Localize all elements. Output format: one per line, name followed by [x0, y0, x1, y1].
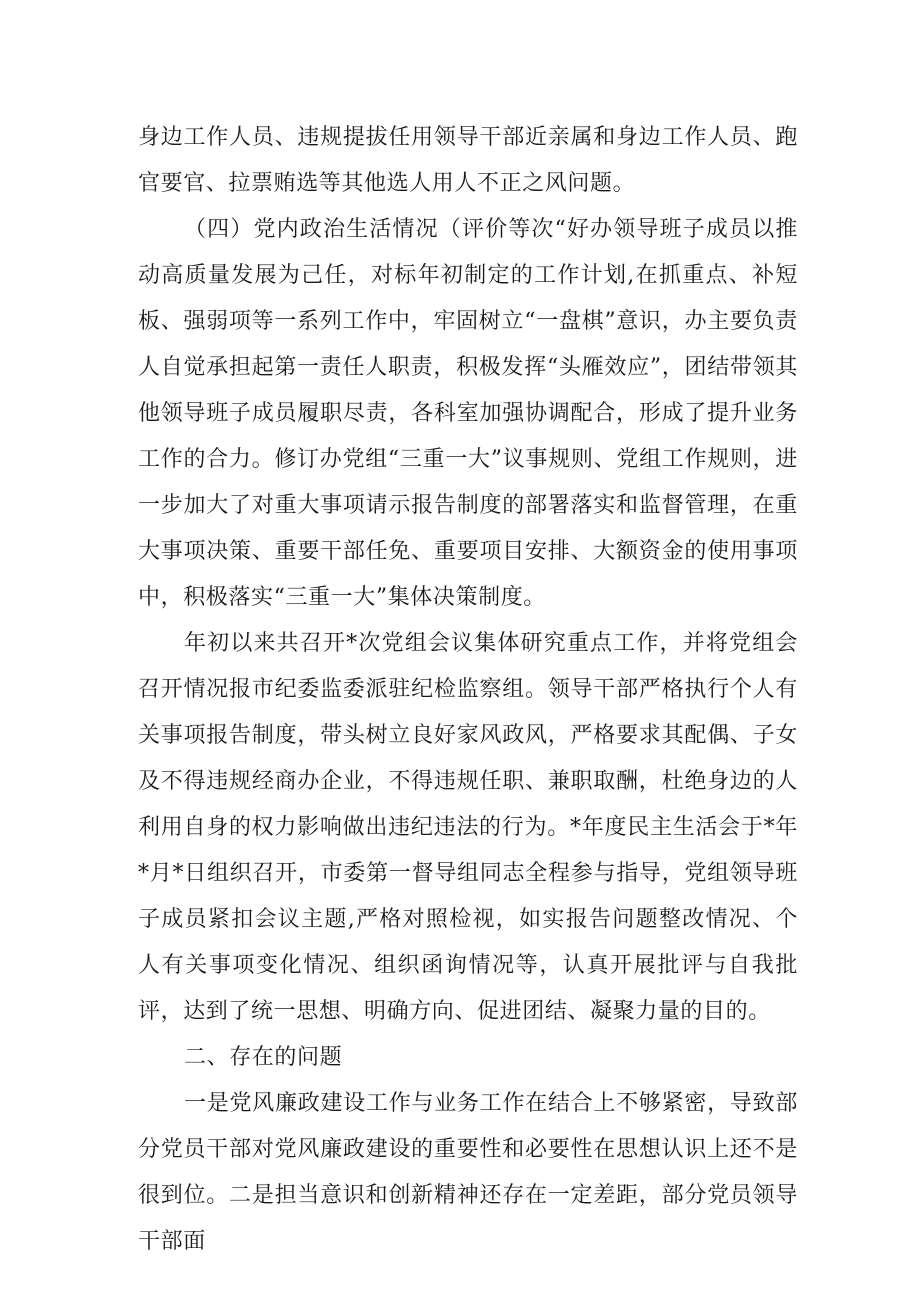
- section-heading-problems: 二、存在的问题: [184, 1045, 343, 1070]
- paragraph-continuation: 身边工作人员、违规提拔任用领导干部近亲属和身边工作人员、跑官要官、拉票贿选等其他选人用人不正之风问题。: [138, 125, 798, 196]
- paragraph-party-meetings: 年初以来共召开*次党组会议集体研究重点工作，并将党组会召开情况报市纪委监委派驻纪检监察组。领导干部严格执行个人有关事项报告制度，带头树立良好家风政风，严格要求其配偶、子女及不得违规经商办企业，不得违规任职、兼职取酬，杜绝身边的人利用自身的权力影响做出违纪违法的行为。*年度民主生活会于*年*月*日组织召开，市委第一督导组同志全程参与指导，党组领导班子成员紧扣会议主题,严格对照检视，如实报告问题整改情况、个人有关事项变化情况、组织函询情况等，认真开展批评与自我批评，达到了统一思想、明确方向、促进团结、凝聚力量的目的。: [138, 631, 798, 1024]
- paragraph-party-political-life: （四）党内政治生活情况（评价等次“好办领导班子成员以推动高质量发展为己任，对标年初制定的工作计划,在抓重点、补短板、强弱项等一系列工作中，牢固树立“一盘棋”意识，办主要负责人自觉承担起第一责任人职责，积极发挥“头雁效应”，团结带领其他领导班子成员履职尽责，各科室加强协调配合，形成了提升业务工作的合力。修订办党组“三重一大”议事规则、党组工作规则，进一步加大了对重大事项请示报告制度的部署落实和监督管理，在重大事项决策、重要干部任免、重要项目安排、大额资金的使用事项中，积极落实“三重一大”集体决策制度。: [138, 217, 798, 610]
- paragraph-problems: 一是党风廉政建设工作与业务工作在结合上不够紧密，导致部分党员干部对党风廉政建设的重要性和必要性在思想认识上还不是很到位。二是担当意识和创新精神还存在一定差距，部分党员领导干部面: [138, 1091, 798, 1254]
- document-body: [138, 115, 798, 1265]
